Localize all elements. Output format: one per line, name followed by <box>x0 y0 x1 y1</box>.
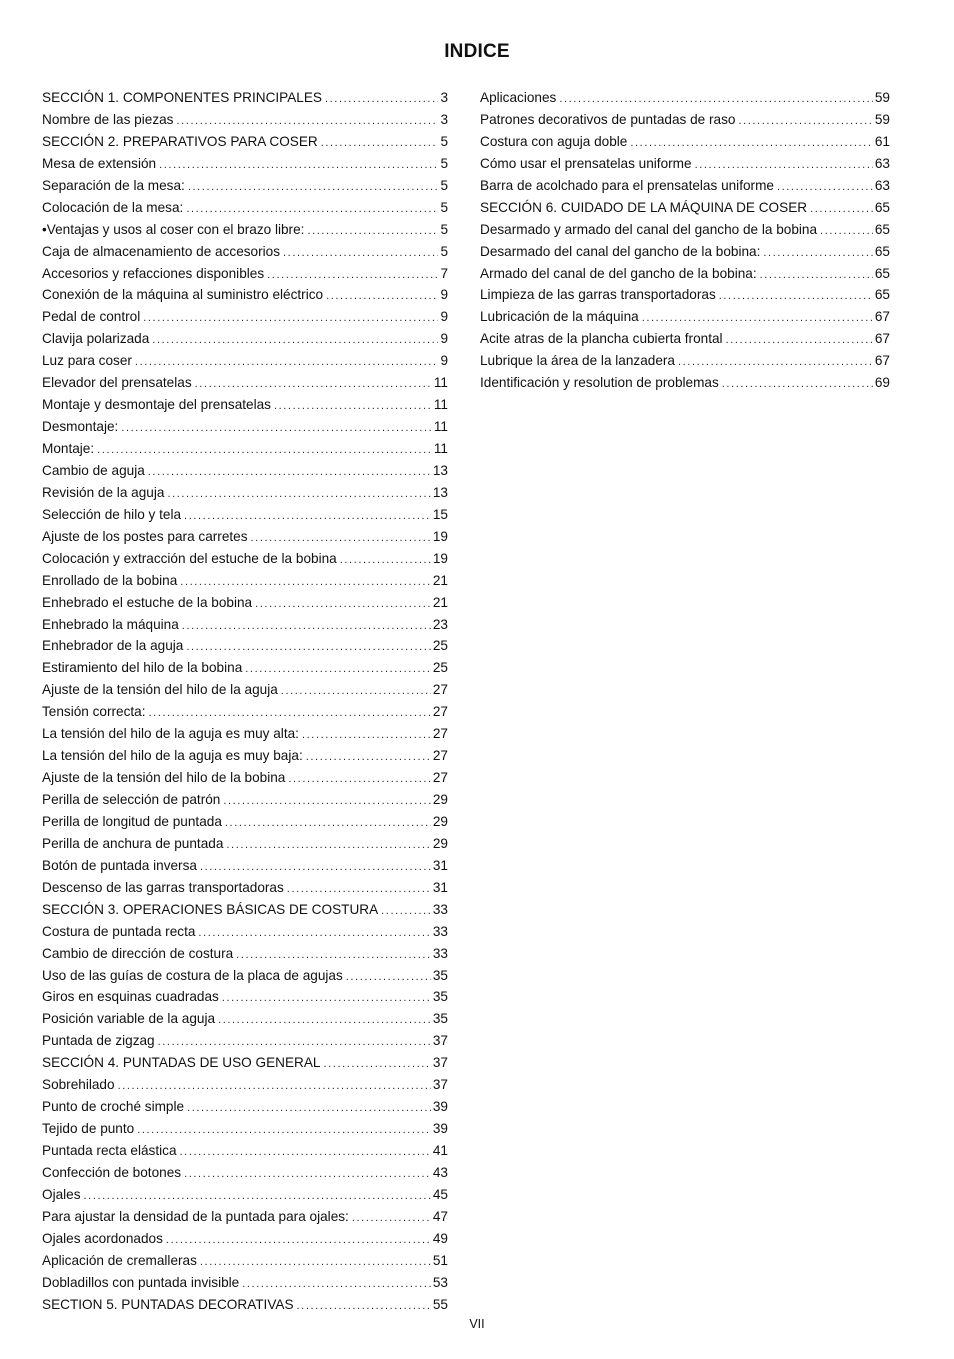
toc-entry-page: 65 <box>874 221 890 237</box>
toc-entry <box>42 328 448 350</box>
dot-leader <box>255 594 431 616</box>
dot-leader <box>226 835 430 857</box>
toc-entry <box>42 811 448 833</box>
dot-leader <box>182 616 431 638</box>
dot-leader <box>176 111 438 133</box>
dot-leader <box>200 857 431 879</box>
toc-entry-page: 67 <box>874 353 890 369</box>
toc-entry-title: SECCIÓN 2. PREPARATIVOS PARA COSER <box>42 133 318 149</box>
dot-leader <box>97 440 432 462</box>
toc-entry-title: Conexión de la máquina al suministro eléctrico <box>42 287 324 303</box>
toc-entry-title: Patrones decorativos de puntadas de raso <box>480 111 736 127</box>
dot-leader <box>719 286 873 308</box>
toc-entry-title: SECCIÓN 6. CUIDADO DE LA MÁQUINA DE COSER <box>480 199 808 215</box>
toc-entry <box>42 855 448 877</box>
toc-entry-page: 19 <box>432 528 448 544</box>
toc-entry-title: SECCIÓN 4. PUNTADAS DE USO GENERAL <box>42 1055 321 1071</box>
dot-leader <box>236 945 431 967</box>
dot-leader <box>346 967 431 989</box>
toc-entry-page: 31 <box>432 857 448 873</box>
toc-entry-title: Acite atras de la plancha cubierta frontal <box>480 331 723 347</box>
toc-entry-title: Armado del canal de del gancho de la bobina: <box>480 265 757 281</box>
dot-leader <box>760 265 873 287</box>
toc-entry-title: Perilla de selección de patrón <box>42 792 221 807</box>
toc-entry <box>42 131 448 153</box>
dot-leader <box>180 1142 431 1164</box>
toc-entry <box>42 350 448 372</box>
toc-entry-title: Revisión de la aguja <box>42 484 165 500</box>
toc-entry-page: 5 <box>440 155 448 171</box>
toc-entry <box>42 1272 448 1294</box>
toc-entry-title: •Ventajas y usos al coser con el brazo libre: <box>42 221 305 237</box>
dot-leader <box>242 1274 431 1296</box>
toc-entry-page: 29 <box>432 813 448 829</box>
toc-entry-title: Desmontaje: <box>42 419 119 435</box>
toc-entry-title: Cambio de dirección de costura <box>42 945 234 961</box>
dot-leader <box>307 221 438 243</box>
toc-entry <box>480 350 890 372</box>
toc-entry-title: Identificación y resolution de problemas <box>480 375 719 391</box>
dot-leader <box>218 1010 431 1032</box>
dot-leader <box>149 703 431 725</box>
toc-entry-title: Giros en esquinas cuadradas <box>42 989 219 1005</box>
toc-entry-title: Enhebrador de la aguja <box>42 638 184 654</box>
dot-leader <box>135 352 439 374</box>
toc-entry-title: Luz para coser <box>42 353 132 369</box>
toc-entry-title: Enrollado de la bobina <box>42 572 178 588</box>
toc-entry-title: Cambio de aguja <box>42 462 145 478</box>
dot-leader <box>186 637 431 659</box>
dot-leader <box>340 550 431 572</box>
dot-leader <box>297 1296 431 1318</box>
toc-entry-page: 35 <box>432 989 448 1005</box>
toc-entry <box>42 460 448 482</box>
toc-entry <box>42 504 448 526</box>
toc-entry <box>480 306 890 328</box>
toc-entry-page: 27 <box>432 682 448 698</box>
dot-leader <box>166 1230 431 1252</box>
dot-leader <box>186 199 438 221</box>
toc-entry-page: 59 <box>874 111 890 127</box>
toc-entry-title: Montaje: <box>42 441 95 456</box>
toc-entry-page: 65 <box>874 265 890 281</box>
toc-entry-page: 11 <box>433 375 448 391</box>
toc-entry-title: Costura con aguja doble <box>480 133 628 149</box>
toc-entry-page: 61 <box>874 133 890 149</box>
dot-leader <box>222 988 431 1010</box>
toc-entry-page: 21 <box>432 572 448 588</box>
toc-entry-title: Sobrehilado <box>42 1077 115 1093</box>
toc-entry-title: Enhebrado la máquina <box>42 616 179 632</box>
toc-entry-page: 3 <box>440 90 448 105</box>
toc-entry <box>42 153 448 175</box>
toc-entry <box>42 394 448 416</box>
toc-entry-page: 3 <box>440 111 448 127</box>
toc-entry-title: Separación de la mesa: <box>42 177 185 193</box>
dot-leader <box>352 1208 431 1230</box>
toc-entry <box>480 109 890 131</box>
toc-entry <box>42 592 448 614</box>
dot-leader <box>738 111 872 133</box>
toc-entry-page: 65 <box>874 287 890 303</box>
toc-entry <box>42 657 448 679</box>
toc-entry-page: 27 <box>432 770 448 786</box>
toc-entry <box>42 701 448 723</box>
toc-entry-title: Cómo usar el prensatelas uniforme <box>480 155 692 171</box>
toc-entry-title: Punto de croché simple <box>42 1099 185 1115</box>
dot-leader <box>187 1098 431 1120</box>
dot-leader <box>326 286 438 308</box>
toc-entry-title: Desarmado y armado del canal del gancho de la bobina <box>480 221 818 237</box>
toc-entry-page: 67 <box>874 331 890 347</box>
toc-entry-title: Estiramiento del hilo de la bobina <box>42 660 243 676</box>
toc-entry <box>42 241 448 263</box>
dot-leader <box>763 243 872 265</box>
toc-entry-page: 33 <box>432 901 448 917</box>
toc-entry-title: Aplicación de cremalleras <box>42 1252 197 1268</box>
toc-entry <box>42 263 448 285</box>
toc-entry <box>42 197 448 219</box>
toc-entry-page: 9 <box>440 287 448 303</box>
toc-entry <box>42 548 448 570</box>
dot-leader <box>188 177 439 199</box>
toc-entry-page: 5 <box>440 177 448 193</box>
toc-entry <box>42 1096 448 1118</box>
toc-entry <box>42 570 448 592</box>
dot-leader <box>195 374 432 396</box>
toc-entry <box>42 109 448 131</box>
toc-entry-title: Uso de las guías de costura de la placa de agujas <box>42 967 343 983</box>
dot-leader <box>726 330 873 352</box>
toc-entry-title: Accesorios y refacciones disponibles <box>42 265 265 281</box>
toc-entry <box>42 175 448 197</box>
dot-leader <box>630 133 873 155</box>
toc-entry <box>480 131 890 153</box>
dot-leader <box>143 308 438 330</box>
toc-entry-title: Selección de hilo y tela <box>42 506 182 522</box>
toc-entry <box>42 284 448 306</box>
toc-entry-page: 43 <box>432 1164 448 1180</box>
toc-entry <box>480 87 890 109</box>
dot-leader <box>225 813 431 835</box>
toc-entry-title: Ojales <box>42 1186 81 1202</box>
dot-leader <box>152 330 438 352</box>
dot-leader <box>84 1186 431 1208</box>
toc-entry <box>480 241 890 263</box>
dot-leader <box>281 681 431 703</box>
toc-entry <box>42 921 448 943</box>
dot-leader <box>321 133 439 155</box>
dot-leader <box>559 89 873 111</box>
dot-leader <box>121 418 432 440</box>
dot-leader <box>283 243 438 265</box>
toc-entry-title: Ajuste de la tensión del hilo de la bobina <box>42 770 286 786</box>
dot-leader <box>678 352 873 374</box>
dot-leader <box>381 901 431 923</box>
toc-entry-title: Perilla de longitud de puntada <box>42 813 222 829</box>
toc-entry-title: Puntada recta elástica <box>42 1143 177 1158</box>
toc-entry <box>42 219 448 241</box>
toc-entry-title: Nombre de las piezas <box>42 111 174 127</box>
toc-entry-title: Desarmado del canal del gancho de la bobina: <box>480 243 761 259</box>
toc-entry-title: Colocación y extracción del estuche de la bobina <box>42 550 337 566</box>
toc-entry <box>42 745 448 767</box>
dot-leader <box>325 89 438 111</box>
toc-entry-title: Posición variable de la aguja <box>42 1011 216 1027</box>
toc-column-left <box>42 87 448 1316</box>
toc-entry <box>480 197 890 219</box>
toc-entry-title: Ajuste de la tensión del hilo de la aguja <box>42 682 278 698</box>
toc-entry-page: 41 <box>432 1143 448 1158</box>
toc-entry-page: 35 <box>432 967 448 983</box>
toc-entry <box>42 1008 448 1030</box>
toc-entry-title: Enhebrado el estuche de la bobina <box>42 594 253 610</box>
toc-entry <box>42 943 448 965</box>
toc-entry <box>42 87 448 109</box>
toc-entry-page: 11 <box>433 397 448 413</box>
dot-leader <box>777 177 873 199</box>
toc-entry-page: 33 <box>432 923 448 939</box>
toc-entry-title: Lubrique la área de la lanzadera <box>480 353 675 369</box>
toc-entry-page: 45 <box>432 1186 448 1202</box>
toc-entry-page: 69 <box>874 375 890 391</box>
toc-entry-page: 53 <box>432 1274 448 1290</box>
toc-entry-title: Caja de almacenamiento de accesorios <box>42 243 281 259</box>
toc-entry-page: 27 <box>432 704 448 720</box>
toc-entry-page: 47 <box>432 1208 448 1224</box>
toc-entry-title: Colocación de la mesa: <box>42 199 184 215</box>
toc-entry <box>42 1206 448 1228</box>
dot-leader <box>158 1032 431 1054</box>
toc-entry-page: 39 <box>432 1121 448 1137</box>
toc-entry-page: 35 <box>432 1011 448 1027</box>
dot-leader <box>148 462 431 484</box>
toc-entry <box>480 284 890 306</box>
toc-entry <box>42 372 448 394</box>
toc-entry-title: Barra de acolchado para el prensatelas uniforme <box>480 177 774 193</box>
toc-entry-title: La tensión del hilo de la aguja es muy alta: <box>42 726 299 742</box>
dot-leader <box>245 659 431 681</box>
toc-entry <box>42 306 448 328</box>
toc-entry-title: Dobladillos con puntada invisible <box>42 1274 240 1290</box>
toc-entry-page: 5 <box>440 221 448 237</box>
toc-entry-title: Lubricación de la máquina <box>480 309 639 325</box>
toc-entry-page: 23 <box>432 616 448 632</box>
dot-leader <box>167 484 430 506</box>
toc-entry-title: Pedal de control <box>42 309 141 325</box>
toc-entry-page: 55 <box>432 1296 448 1312</box>
toc-entry <box>42 1118 448 1140</box>
toc-entry-page: 25 <box>432 638 448 654</box>
toc-entry-page: 39 <box>432 1099 448 1115</box>
toc-entry-page: 7 <box>440 265 448 281</box>
dot-leader <box>118 1076 431 1098</box>
toc-entry-title: Montaje y desmontaje del prensatelas <box>42 397 271 413</box>
toc-entry-title: Elevador del prensatelas <box>42 375 192 391</box>
toc-entry-page: 33 <box>432 945 448 961</box>
toc-entry-title: Descenso de las garras transportadoras <box>42 879 284 895</box>
toc-entry-page: 63 <box>874 177 890 193</box>
toc-entry-page: 37 <box>432 1077 448 1093</box>
toc-entry-title: SECCIÓN 3. OPERACIONES BÁSICAS DE COSTURA <box>42 901 379 917</box>
dot-leader <box>306 747 431 769</box>
toc-entry-page: 65 <box>874 199 890 215</box>
toc-entry <box>480 263 890 285</box>
dot-leader <box>810 199 873 221</box>
toc-entry <box>42 1250 448 1272</box>
dot-leader <box>184 506 431 528</box>
dot-leader <box>274 396 432 418</box>
toc-entry <box>42 877 448 899</box>
toc-entry <box>42 679 448 701</box>
toc-entry-title: Ajuste de los postes para carretes <box>42 528 248 544</box>
toc-entry-page: 65 <box>874 243 890 259</box>
toc-entry-title: Aplicaciones <box>480 90 557 105</box>
toc-entry <box>480 372 890 394</box>
toc-entry <box>42 1184 448 1206</box>
toc-entry-title: Clavija polarizada <box>42 331 150 347</box>
toc-entry-page: 5 <box>440 243 448 259</box>
toc-entry-page: 9 <box>440 309 448 325</box>
dot-leader <box>267 265 438 287</box>
toc-entry-page: 25 <box>432 660 448 676</box>
dot-leader <box>722 374 873 396</box>
toc-entry <box>42 482 448 504</box>
toc-entry-page: 59 <box>874 90 890 105</box>
toc-column-right <box>480 87 890 394</box>
dot-leader <box>323 1054 430 1076</box>
toc-entry-page: 37 <box>432 1055 448 1071</box>
toc-entry <box>42 833 448 855</box>
dot-leader <box>223 791 431 813</box>
toc-entry-page: 11 <box>433 441 448 456</box>
toc-entry <box>42 1030 448 1052</box>
toc-entry-page: 67 <box>874 309 890 325</box>
toc-entry-page: 31 <box>432 879 448 895</box>
toc-entry-page: 63 <box>874 155 890 171</box>
toc-entry-title: Botón de puntada inversa <box>42 857 197 873</box>
toc-entry-page: 49 <box>432 1230 448 1246</box>
toc-entry <box>42 1140 448 1162</box>
toc-entry-page: 27 <box>432 748 448 764</box>
toc-entry <box>42 965 448 987</box>
toc-entry-page: 5 <box>440 199 448 215</box>
dot-leader <box>695 155 873 177</box>
toc-entry-page: 9 <box>440 353 448 369</box>
toc-entry-title: Confección de botones <box>42 1164 182 1180</box>
toc-entry <box>42 767 448 789</box>
dot-leader <box>642 308 873 330</box>
dot-leader <box>180 572 431 594</box>
toc-entry-title: Para ajustar la densidad de la puntada para ojales: <box>42 1208 349 1224</box>
toc-entry <box>42 1074 448 1096</box>
toc-entry <box>42 1294 448 1316</box>
toc-entry <box>42 1228 448 1250</box>
dot-leader <box>287 879 431 901</box>
toc-entry <box>42 1162 448 1184</box>
toc-entry-title: Tejido de punto <box>42 1121 135 1137</box>
toc-entry <box>42 614 448 636</box>
dot-leader <box>251 528 431 550</box>
toc-entry-title: SECTION 5. PUNTADAS DECORATIVAS <box>42 1296 294 1312</box>
toc-entry <box>480 153 890 175</box>
toc-entry-page: 13 <box>432 484 448 500</box>
toc-entry-title: Mesa de extensión <box>42 155 157 171</box>
toc-entry-page: 51 <box>432 1252 448 1268</box>
toc-entry <box>480 219 890 241</box>
toc-entry-title: Tensión correcta: <box>42 704 146 720</box>
toc-entry-page: 37 <box>432 1033 448 1049</box>
toc-entry <box>42 416 448 438</box>
toc-entry-page: 19 <box>432 550 448 566</box>
toc-entry <box>42 635 448 657</box>
toc-entry <box>42 723 448 745</box>
toc-entry <box>42 789 448 811</box>
toc-entry-title: Costura de puntada recta <box>42 923 196 939</box>
toc-entry-page: 9 <box>440 331 448 347</box>
dot-leader <box>137 1120 431 1142</box>
toc-entry <box>42 899 448 921</box>
toc-entry-page: 11 <box>433 419 448 435</box>
toc-entry <box>42 986 448 1008</box>
toc-entry-page: 29 <box>432 792 448 807</box>
dot-leader <box>200 1252 431 1274</box>
toc-entry <box>480 328 890 350</box>
dot-leader <box>288 769 431 791</box>
toc-entry-title: Puntada de zigzag <box>42 1033 155 1049</box>
dot-leader <box>159 155 438 177</box>
toc-entry-title: Perilla de anchura de puntada <box>42 835 224 851</box>
dot-leader <box>820 221 873 243</box>
dot-leader <box>198 923 430 945</box>
toc-entry-title: SECCIÓN 1. COMPONENTES PRINCIPALES <box>42 90 322 105</box>
toc-entry-page: 21 <box>432 594 448 610</box>
toc-entry-title: Ojales acordonados <box>42 1230 163 1246</box>
toc-entry-page: 29 <box>432 835 448 851</box>
toc-entry <box>42 438 448 460</box>
page-number: VII <box>469 1317 485 1331</box>
toc-entry-page: 13 <box>432 462 448 478</box>
toc-entry-title: La tensión del hilo de la aguja es muy baja: <box>42 748 303 764</box>
dot-leader <box>302 725 431 747</box>
toc-entry <box>480 175 890 197</box>
toc-entry-page: 5 <box>440 133 448 149</box>
toc-entry-page: 27 <box>432 726 448 742</box>
toc-entry <box>42 1052 448 1074</box>
toc-entry-title: Limpieza de las garras transportadoras <box>480 287 716 303</box>
toc-entry <box>42 526 448 548</box>
dot-leader <box>184 1164 431 1186</box>
page-title: INDICE <box>444 41 510 62</box>
toc-entry-page: 15 <box>432 506 448 522</box>
